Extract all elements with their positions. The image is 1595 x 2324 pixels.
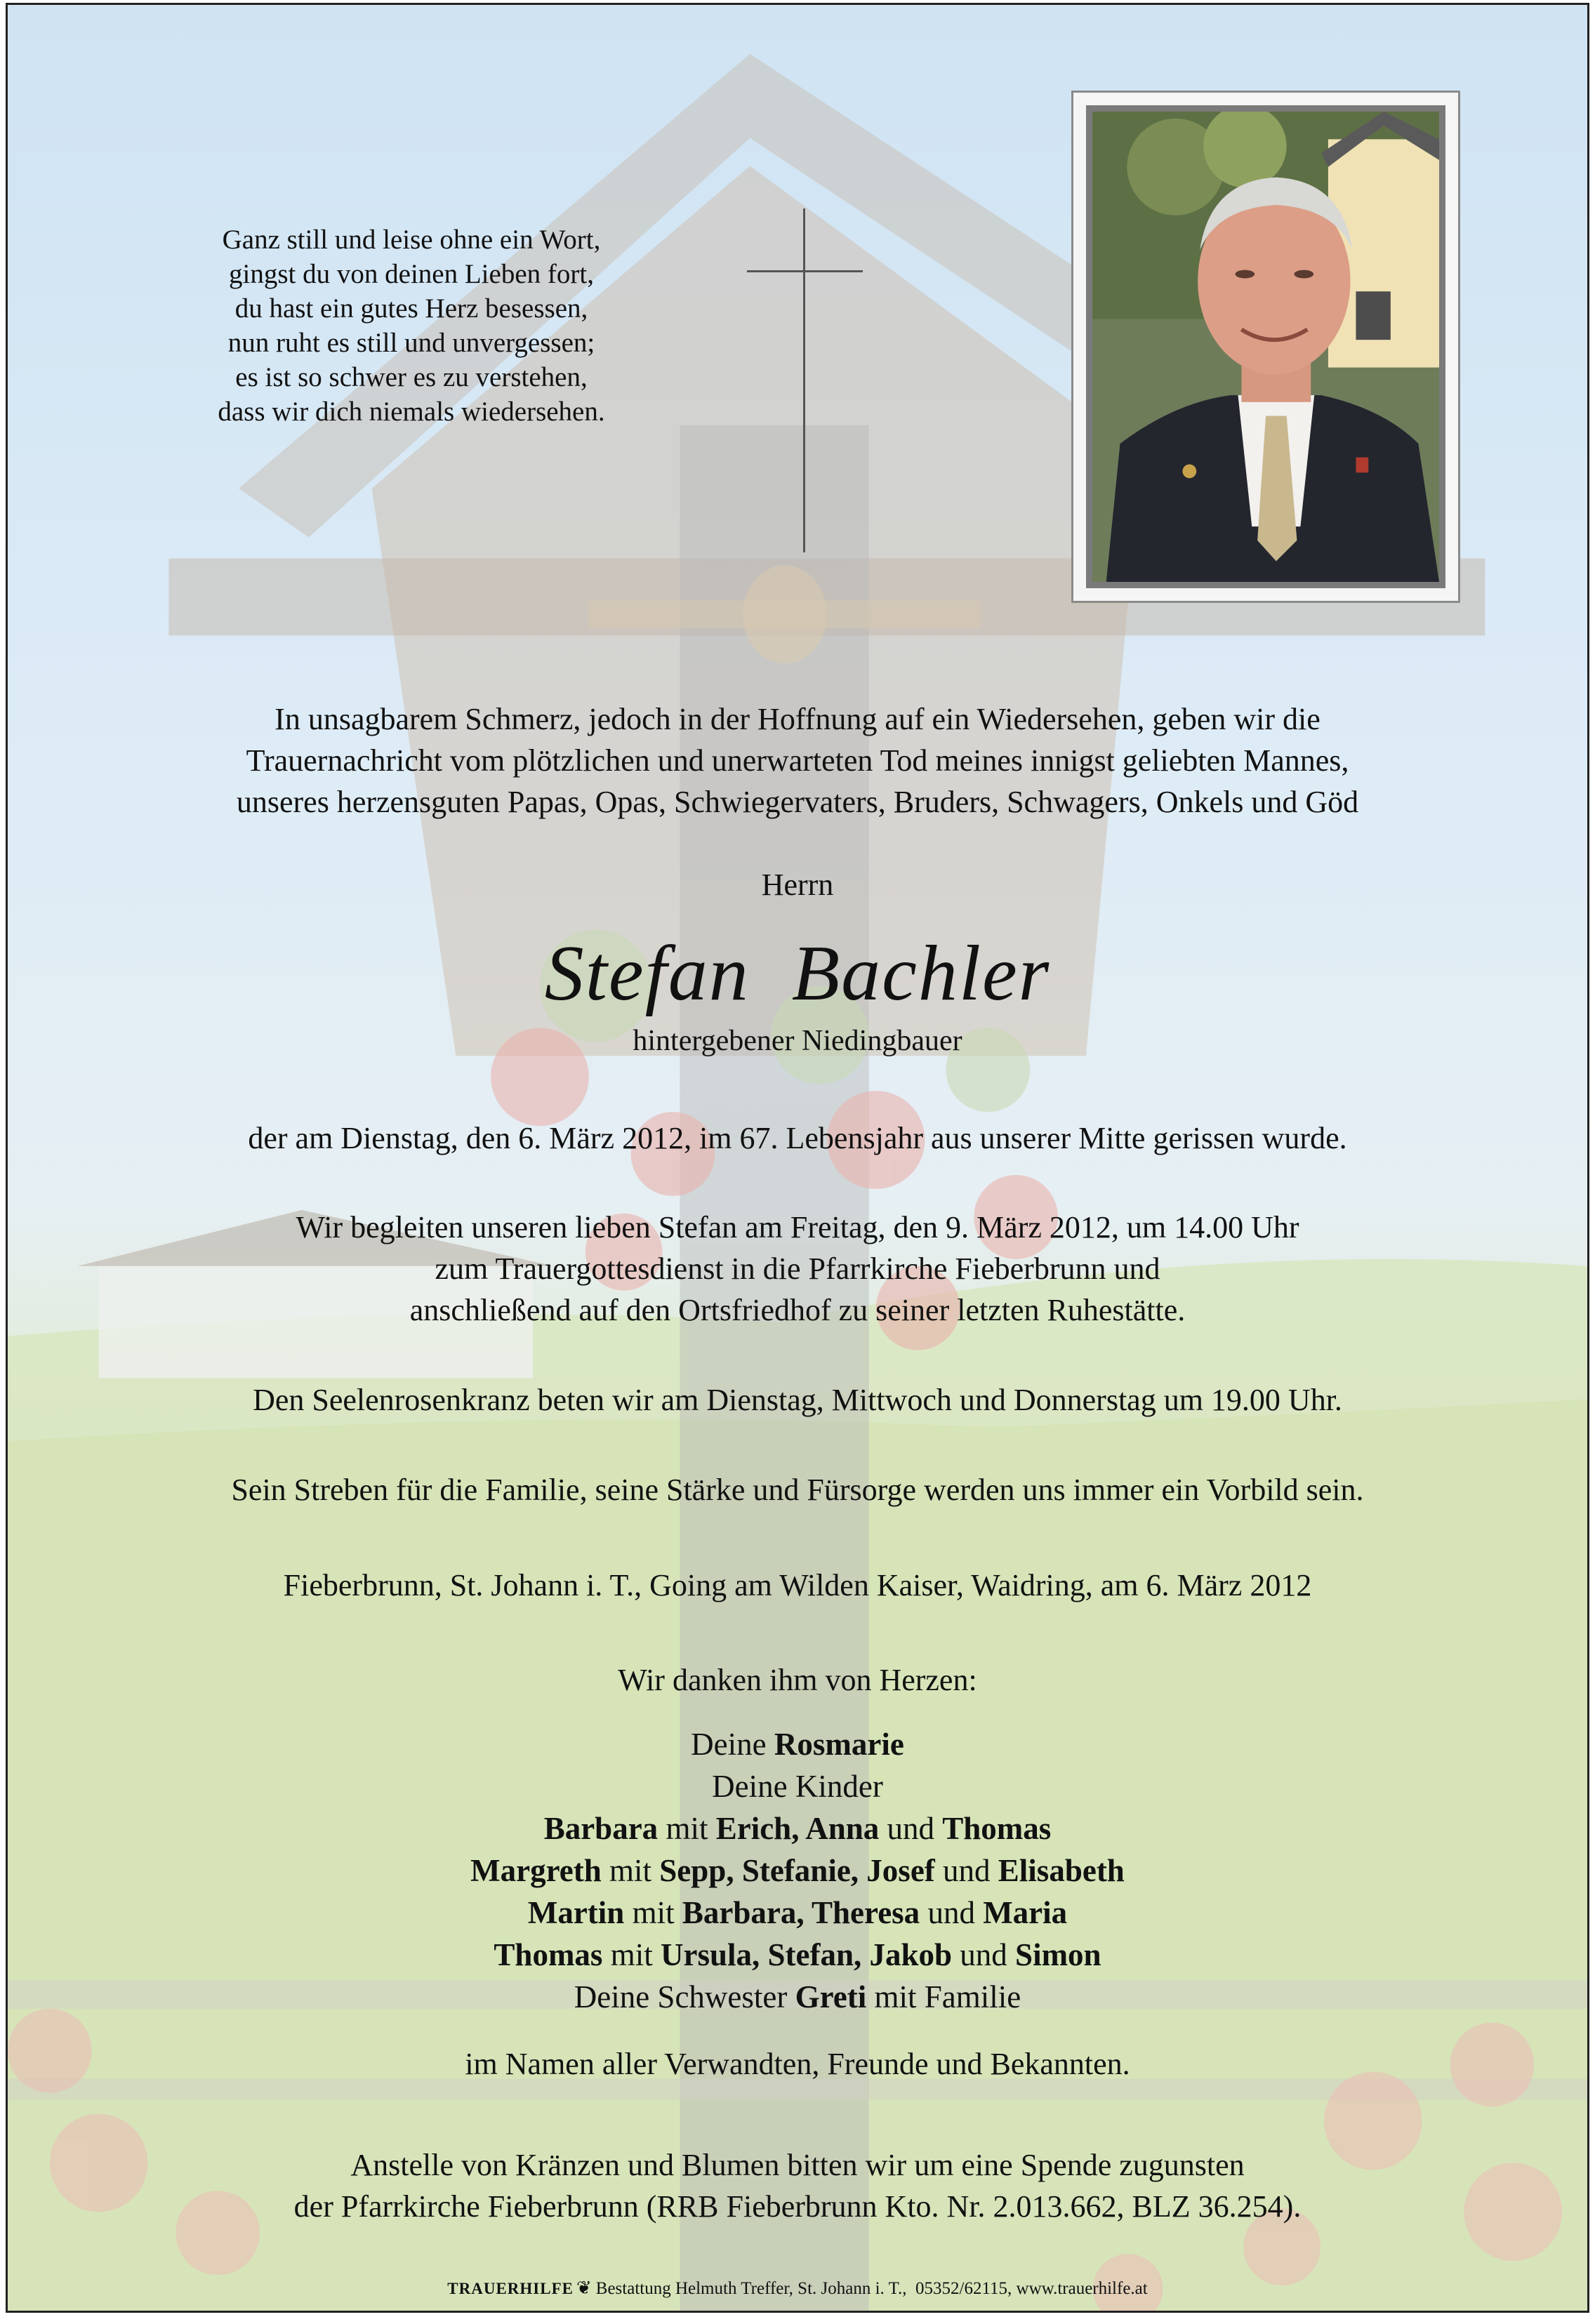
poem-line: Ganz still und leise ohne ein Wort, (222, 225, 601, 255)
obituary-page (6, 3, 1589, 2313)
cross-icon-bar (747, 270, 863, 272)
poem-line: es ist so schwer es zu verstehen, (235, 362, 588, 392)
poem-line: du hast ein gutes Herz besessen, (234, 293, 588, 324)
death-notice: der am Dienstag, den 6. März 2012, im 67. Lebensjahr aus unserer Mitte gerissen wurde. (248, 1121, 1347, 1155)
place-date: Fieberbrunn, St. Johann i. T., Going am Wilden Kaiser, Waidring, am 6. März 2012 (283, 1568, 1312, 1602)
footer (8, 2278, 1587, 2299)
poem (148, 223, 675, 429)
footer-brand: TRAUERHILFE (447, 2280, 574, 2297)
donation-info: Anstelle von Kränzen und Blumen bitten wir um eine Spende zugunsten der Pfarrkirche Fieberbrunn (RRB Fieberbrunn Kto. Nr. 2.013.662, BLZ 36.254). (293, 2148, 1302, 2224)
family-line: Martin mit Barbara, Theresa und Maria (527, 1895, 1068, 1930)
flower-icon: ❦ (576, 2278, 592, 2298)
rosary-info: Den Seelenrosenkranz beten wir am Dienstag, Mittwoch und Donnerstag um 19.00 Uhr. (253, 1383, 1342, 1417)
deceased-name: Stefan Bachler (544, 930, 1051, 1017)
family-wife: Deine Rosmarie (691, 1727, 904, 1762)
poem-line: nun ruht es still und unvergessen; (227, 328, 595, 358)
poem-line: dass wir dich niemals wiedersehen. (218, 397, 605, 427)
deceased-subtitle: hintergebener Niedingbauer (633, 1025, 962, 1057)
tribute: Sein Streben für die Familie, seine Stärke und Fürsorge werden uns immer ein Vorbild sein. (231, 1473, 1364, 1507)
poem-line: gingst du von deinen Lieben fort, (229, 259, 594, 289)
footer-text: Bestattung Helmuth Treffer, St. Johann i. T., 05352/62115, www.trauerhilfe.at (595, 2279, 1148, 2298)
cross-icon (803, 208, 805, 552)
family-line: Deine Schwester Greti mit Familie (574, 1979, 1021, 2014)
family-line: Margreth mit Sepp, Stefanie, Josef und Elisabeth (470, 1853, 1125, 1888)
family-children-label: Deine Kinder (712, 1769, 883, 1804)
intro-text: In unsagbarem Schmerz, jedoch in der Hoffnung auf ein Wiedersehen, geben wir die Trauernachricht vom plötzlichen und unerwarteten Tod meines innigst geliebten Mannes, unseres herzensguten Papas, Opas, Schwiegervaters, Bruders, Schwagers, Onkels und Göd (236, 702, 1359, 819)
family-line: Thomas mit Ursula, Stefan, Jakob und Simon (494, 1937, 1101, 1972)
salutation: Herrn (761, 868, 834, 902)
family-list (8, 1723, 1587, 2018)
family-line: Barbara mit Erich, Anna und Thomas (543, 1811, 1052, 1846)
thanks-heading: Wir danken ihm von Herzen: (618, 1663, 977, 1697)
portrait-frame (1071, 91, 1460, 603)
relatives-line: im Namen aller Verwandten, Freunde und Bekannten. (465, 2047, 1130, 2081)
funeral-info: Wir begleiten unseren lieben Stefan am Freitag, den 9. März 2012, um 14.00 Uhr zum Trauergottesdienst in die Pfarrkirche Fieberbrunn und anschließend auf den Ortsfriedhof zu seiner letzten Ruhestätte. (296, 1210, 1299, 1327)
portrait-photo (1092, 112, 1439, 582)
